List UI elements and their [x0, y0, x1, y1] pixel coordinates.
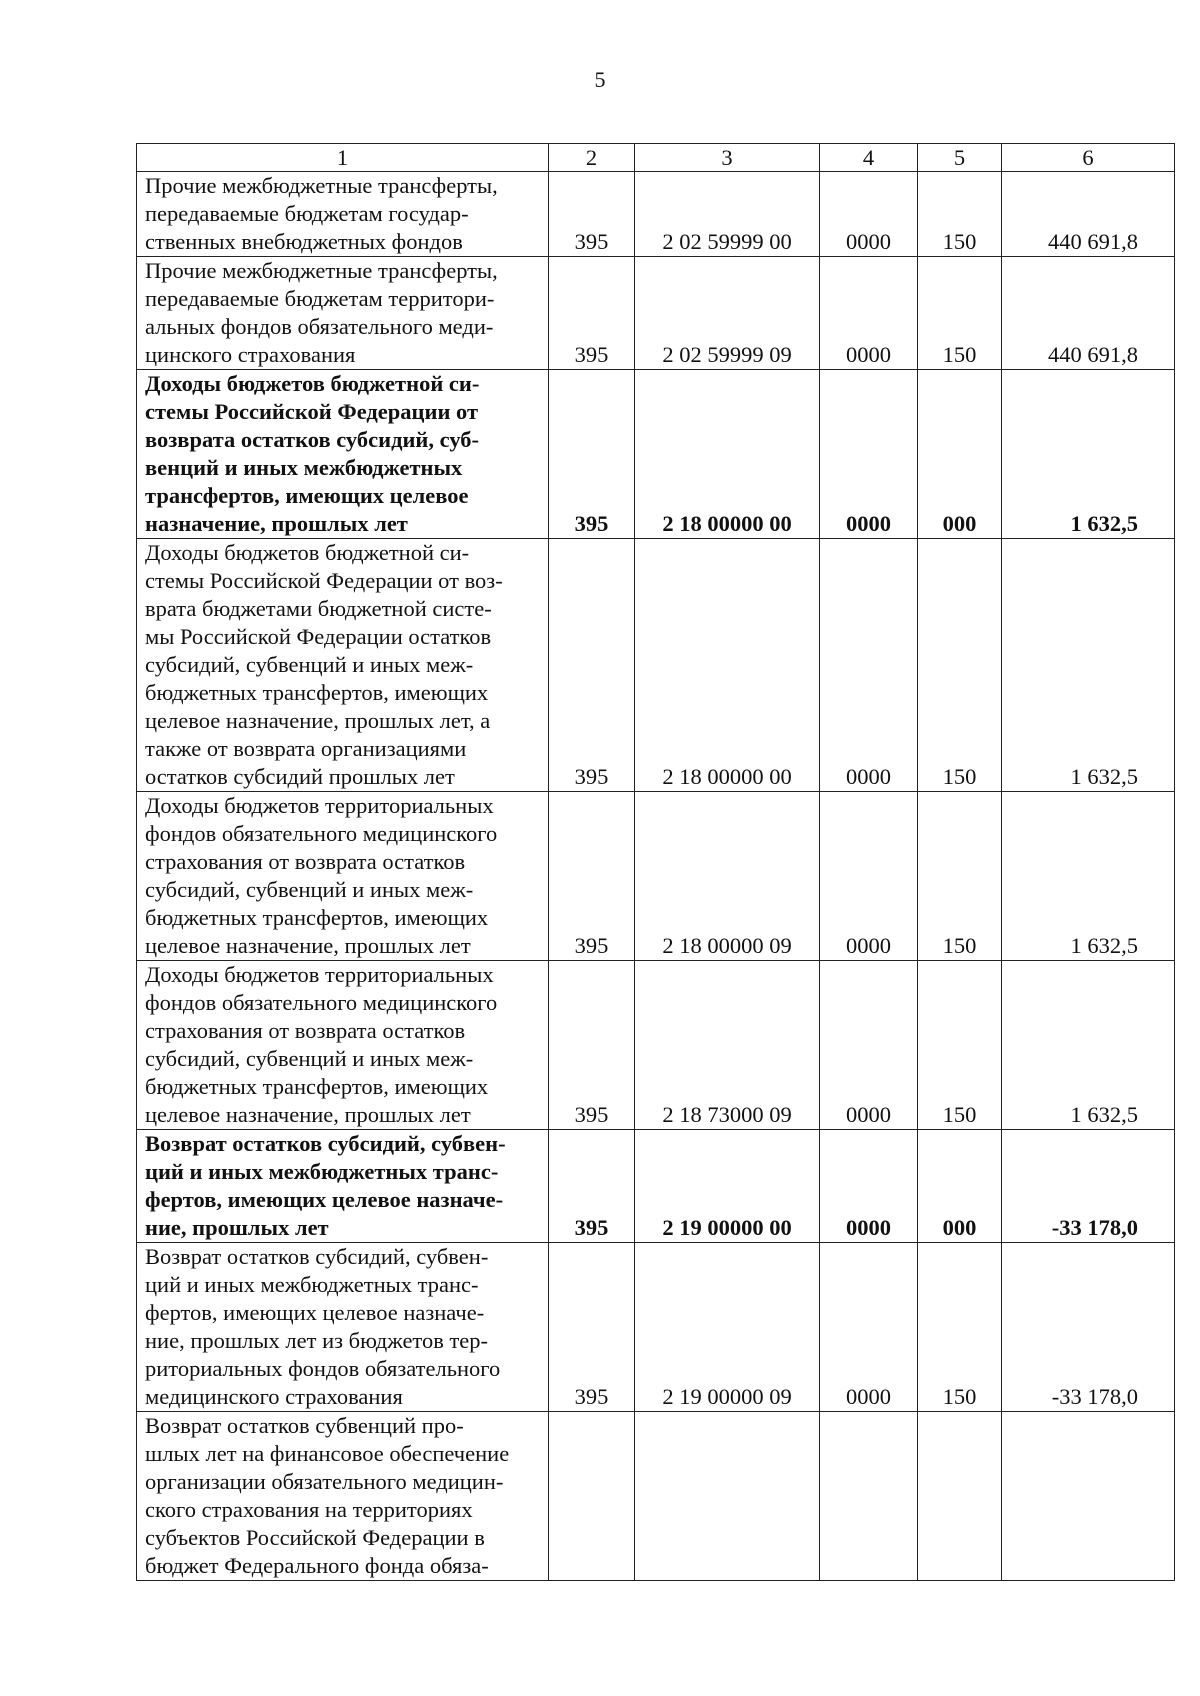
description-line: Доходы бюджетов бюджетной си- — [145, 371, 480, 396]
description-line: ского страхования на территориях — [145, 1497, 473, 1522]
description-cell — [137, 1412, 549, 1581]
income-code-cell: 2 19 00000 09 — [635, 1243, 820, 1412]
amount-cell: 1 632,5 — [1002, 961, 1175, 1130]
description-line: Доходы бюджетов бюджетной си- — [145, 540, 470, 565]
admin-code-cell: 395 — [549, 172, 635, 257]
subcode-cell: 0000 — [820, 257, 918, 370]
admin-code-cell: 395 — [549, 1130, 635, 1243]
description-line: альных фондов обязательного меди- — [145, 314, 494, 339]
description-line: риториальных фондов обязательного — [145, 1356, 501, 1381]
income-code-cell: 2 02 59999 00 — [635, 172, 820, 257]
income-code-cell: 2 02 59999 09 — [635, 257, 820, 370]
description-cell — [137, 1130, 549, 1243]
subcode-cell: 0000 — [820, 172, 918, 257]
description-line: субъектов Российской Федерации в — [145, 1525, 485, 1550]
income-code-cell: 2 18 00000 00 — [635, 370, 820, 539]
group-code-cell: 150 — [918, 1243, 1002, 1412]
group-code-cell — [918, 1412, 1002, 1581]
description-line: целевое назначение, прошлых лет — [145, 933, 471, 958]
group-code-cell: 150 — [918, 257, 1002, 370]
header-cell-1: 1 — [137, 144, 549, 172]
header-cell-2: 2 — [549, 144, 635, 172]
description-line: фондов обязательного медицинского — [145, 821, 498, 846]
description-line: передаваемые бюджетам территори- — [145, 286, 495, 311]
group-code-cell: 150 — [918, 961, 1002, 1130]
amount-cell: 1 632,5 — [1002, 370, 1175, 539]
description-cell — [137, 1243, 549, 1412]
description-line: назначение, прошлых лет — [145, 511, 408, 536]
description-line: бюджетных трансфертов, имеющих — [145, 680, 489, 705]
description-line: фертов, имеющих целевое назначе- — [145, 1187, 504, 1212]
income-code-cell — [635, 1412, 820, 1581]
table-row — [137, 539, 1175, 792]
admin-code-cell: 395 — [549, 539, 635, 792]
description-line: организации обязательного медицин- — [145, 1469, 504, 1494]
group-code-cell: 150 — [918, 539, 1002, 792]
description-cell — [137, 172, 549, 257]
description-line: Прочие межбюджетные трансферты, — [145, 173, 498, 198]
description-line: страхования от возврата остатков — [145, 1018, 466, 1043]
header-cell-5: 5 — [918, 144, 1002, 172]
income-code-cell: 2 18 00000 09 — [635, 792, 820, 961]
description-line: ние, прошлых лет из бюджетов тер- — [145, 1328, 489, 1353]
subcode-cell: 0000 — [820, 370, 918, 539]
table-row — [137, 370, 1175, 539]
description-cell — [137, 370, 549, 539]
description-cell — [137, 961, 549, 1130]
group-code-cell: 000 — [918, 1130, 1002, 1243]
header-cell-4: 4 — [820, 144, 918, 172]
description-line: Возврат остатков субвенций про- — [145, 1413, 464, 1438]
amount-cell: 440 691,8 — [1002, 172, 1175, 257]
description-line: Возврат остатков субсидий, субвен- — [145, 1244, 489, 1269]
page-number: 5 — [594, 67, 606, 92]
description-line: ций и иных межбюджетных транс- — [145, 1159, 499, 1184]
description-line: бюджет Федерального фонда обяза- — [145, 1553, 489, 1578]
description-line: Доходы бюджетов территориальных — [145, 962, 494, 987]
description-line: фертов, имеющих целевое назначе- — [145, 1300, 485, 1325]
table-row — [137, 961, 1175, 1130]
table-row — [137, 172, 1175, 257]
header-cell-3: 3 — [635, 144, 820, 172]
description-cell — [137, 257, 549, 370]
admin-code-cell — [549, 1412, 635, 1581]
admin-code-cell: 395 — [549, 257, 635, 370]
description-line: ственных внебюджетных фондов — [145, 229, 463, 254]
description-line: трансфертов, имеющих целевое — [145, 483, 469, 508]
subcode-cell: 0000 — [820, 539, 918, 792]
amount-cell — [1002, 1412, 1175, 1581]
income-code-cell: 2 18 73000 09 — [635, 961, 820, 1130]
description-cell — [137, 539, 549, 792]
table-row — [137, 1243, 1175, 1412]
description-line: врата бюджетами бюджетной систе- — [145, 596, 492, 621]
income-code-cell: 2 19 00000 00 — [635, 1130, 820, 1243]
description-line: бюджетных трансфертов, имеющих — [145, 1074, 489, 1099]
income-code-cell: 2 18 00000 00 — [635, 539, 820, 792]
header-row — [137, 144, 1175, 172]
group-code-cell: 150 — [918, 172, 1002, 257]
table-row — [137, 1412, 1175, 1581]
description-line: венций и иных межбюджетных — [145, 455, 463, 480]
description-line: субсидий, субвенций и иных меж- — [145, 877, 474, 902]
description-line: шлых лет на финансовое обеспечение — [145, 1441, 510, 1466]
group-code-cell: 150 — [918, 792, 1002, 961]
subcode-cell: 0000 — [820, 792, 918, 961]
subcode-cell — [820, 1412, 918, 1581]
amount-cell: 1 632,5 — [1002, 792, 1175, 961]
description-line: Прочие межбюджетные трансферты, — [145, 258, 498, 283]
amount-cell: -33 178,0 — [1002, 1243, 1175, 1412]
description-line: Возврат остатков субсидий, субвен- — [145, 1131, 506, 1156]
admin-code-cell: 395 — [549, 1243, 635, 1412]
subcode-cell: 0000 — [820, 961, 918, 1130]
description-line: бюджетных трансфертов, имеющих — [145, 905, 489, 930]
description-line: Доходы бюджетов территориальных — [145, 793, 494, 818]
description-line: субсидий, субвенций и иных меж- — [145, 652, 474, 677]
group-code-cell: 000 — [918, 370, 1002, 539]
description-line: медицинского страхования — [145, 1384, 403, 1409]
description-line: страхования от возврата остатков — [145, 849, 466, 874]
description-line: стемы Российской Федерации от — [145, 399, 479, 424]
table-row — [137, 257, 1175, 370]
budget-table — [136, 143, 1175, 1581]
description-line: передаваемые бюджетам государ- — [145, 201, 469, 226]
amount-cell: 1 632,5 — [1002, 539, 1175, 792]
description-line: целевое назначение, прошлых лет — [145, 1102, 471, 1127]
description-line: также от возврата организациями — [145, 736, 467, 761]
description-line: остатков субсидий прошлых лет — [145, 764, 455, 789]
header-cell-6: 6 — [1002, 144, 1175, 172]
amount-cell: 440 691,8 — [1002, 257, 1175, 370]
description-line: ние, прошлых лет — [145, 1215, 329, 1240]
admin-code-cell: 395 — [549, 792, 635, 961]
amount-cell: -33 178,0 — [1002, 1130, 1175, 1243]
description-line: субсидий, субвенций и иных меж- — [145, 1046, 474, 1071]
description-line: мы Российской Федерации остатков — [145, 624, 492, 649]
description-cell — [137, 792, 549, 961]
subcode-cell: 0000 — [820, 1130, 918, 1243]
description-line: цинского страхования — [145, 342, 356, 367]
table-row — [137, 1130, 1175, 1243]
admin-code-cell: 395 — [549, 961, 635, 1130]
table-row — [137, 792, 1175, 961]
description-line: ций и иных межбюджетных транс- — [145, 1272, 479, 1297]
description-line: целевое назначение, прошлых лет, а — [145, 708, 491, 733]
subcode-cell: 0000 — [820, 1243, 918, 1412]
description-line: стемы Российской Федерации от воз- — [145, 568, 503, 593]
description-line: фондов обязательного медицинского — [145, 990, 498, 1015]
description-line: возврата остатков субсидий, суб- — [145, 427, 480, 452]
admin-code-cell: 395 — [549, 370, 635, 539]
